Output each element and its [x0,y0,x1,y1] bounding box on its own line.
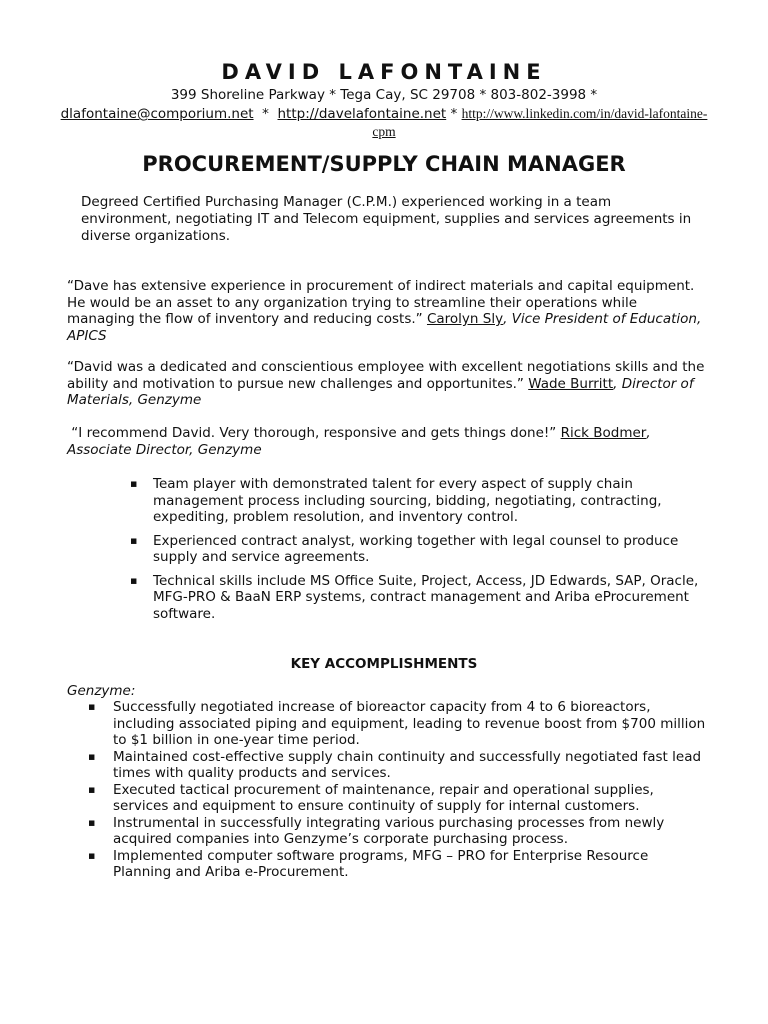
list-item: ▪ Team player with demonstrated talent for every aspect of supply chain management process including sourcing, bidding, negotiating, contracting, expediting, problem resolution, and inventory control. [130,476,710,526]
summary: Degreed Certified Purchasing Manager (C.P.M.) experienced working in a team environment, negotiating IT and Telecom equipment, supplies and services agreements in diverse organizations. [81,194,692,244]
testimonial-author: Rick Bodmer [560,425,647,441]
contact-separator: * [446,106,462,122]
linkedin-link[interactable]: http://www.linkedin.com/in/david-lafontaine-cpm [372,106,708,139]
testimonial-text: “David was a dedicated and conscientious employee with excellent negotiations skills and the ability and motivation to pursue new challenges and opportunites.” [67,359,705,392]
list-item: ▪ Technical skills include MS Office Suite, Project, Access, JD Edwards, SAP, Oracle, MFG-PRO & BaaN ERP systems, contract management and Ariba eProcurement software. [130,573,710,623]
skills-list [130,476,710,629]
contact-address: 399 Shoreline Parkway * Tega Cay, SC 29708 * 803-802-3998 * [170,87,598,103]
testimonial-text: “I recommend David. Very thorough, responsive and gets things done!” [67,425,561,441]
list-item: ▪ Implemented computer software programs, MFG – PRO for Enterprise Resource Planning and Ariba e-Procurement. [88,848,708,881]
testimonial-role: , Director of Materials, Genzyme [67,375,694,408]
testimonial-role: , Vice President of Education, APICS [67,311,702,344]
list-item: ▪ Experienced contract analyst, working together with legal counsel to produce supply and service agreements. [130,533,710,566]
testimonial [67,359,707,409]
company-label: Genzyme: [67,683,136,699]
section-heading: KEY ACCOMPLISHMENTS [290,656,478,672]
job-title: PROCUREMENT/SUPPLY CHAIN MANAGER [142,152,626,176]
testimonial-text: “Dave has extensive experience in procurement of indirect materials and capital equipment. He would be an asset to any organization trying to streamline their operations while managing the flow of inventory and reducing costs.” [67,278,695,327]
email-link[interactable]: dlafontaine@comporium.net [60,106,254,122]
contact-links [60,105,708,141]
list-item: ▪ Instrumental in successfully integrating various purchasing processes from newly acquired companies into Genzyme’s corporate purchasing process. [88,815,708,848]
list-item: ▪ Maintained cost-effective supply chain continuity and successfully negotiated fast lead times with quality products and services. [88,749,708,782]
contact-separator: * [253,106,278,122]
testimonial-role: , Associate Director, Genzyme [67,425,651,458]
candidate-name: DAVID LAFONTAINE [221,60,547,84]
list-item: ▪ Executed tactical procurement of maintenance, repair and operational supplies, services and equipment to ensure continuity of supply for internal customers. [88,782,708,815]
testimonial [67,278,707,344]
testimonial-author: Carolyn Sly [426,311,504,327]
testimonial-author: Wade Burritt [528,375,614,392]
list-item: ▪ Successfully negotiated increase of bioreactor capacity from 4 to 6 bioreactors, including associated piping and equipment, leading to revenue boost from $700 million to $1 billion in one-year time period. [88,699,708,749]
website-link[interactable]: http://davelafontaine.net [277,106,447,122]
accomplishments-list [88,699,708,881]
testimonial [67,425,707,458]
